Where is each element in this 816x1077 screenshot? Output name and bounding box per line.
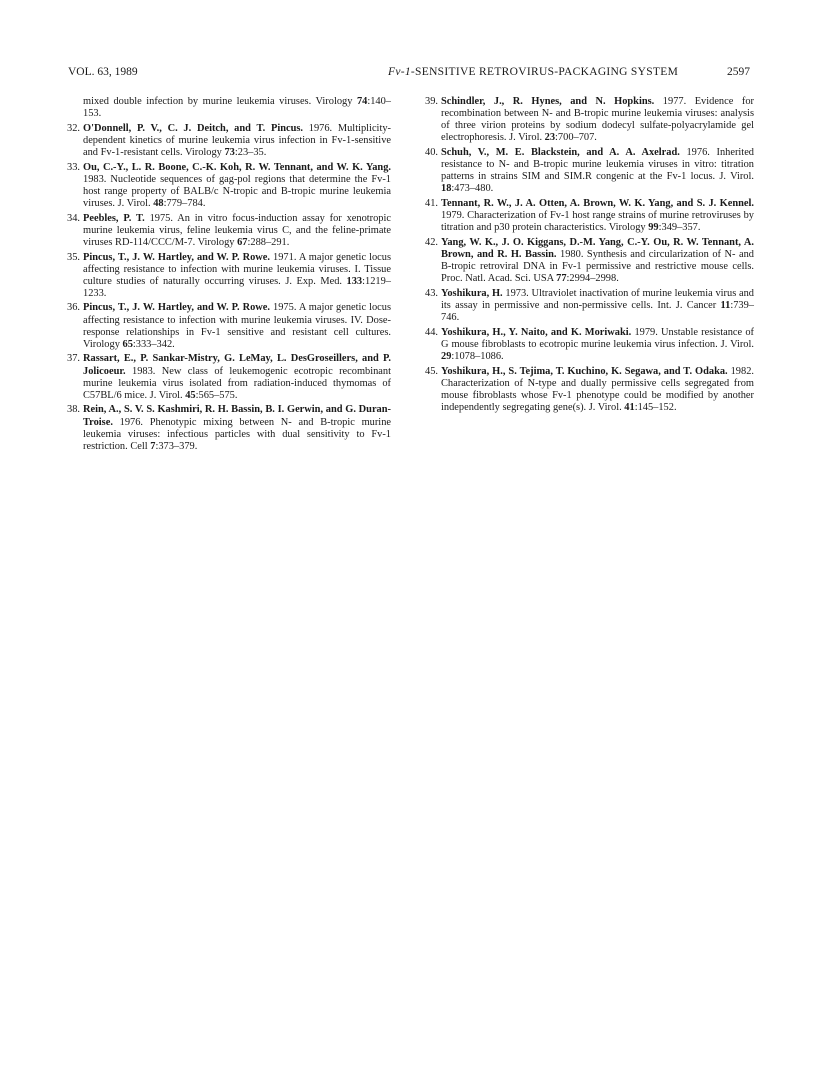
reference-entry xyxy=(68,302,391,350)
reference-number: 39. xyxy=(425,96,438,107)
reference-pages: :565–575. xyxy=(195,389,238,401)
reference-number: 45. xyxy=(425,365,438,377)
reference-entry xyxy=(68,213,391,249)
reference-entry xyxy=(68,252,391,300)
reference-authors: Ou, C.-Y., L. R. Boone, C.-K. Koh, R. W. Tennant, and W. K. Yang. xyxy=(83,161,391,173)
reference-text: 1973. Ultraviolet inactivation of murine leukemia virus and its assay in permissive and non-permissive cells. Int. J. Cancer xyxy=(441,287,754,311)
reference-text: mixed double infection by murine leukemia viruses. Virology xyxy=(83,96,357,107)
reference-text: 1979. Unstable resistance of G mouse fibroblasts to ecotropic murine leukemia virus infection. J. Virol. xyxy=(441,326,754,350)
reference-volume: 99 xyxy=(648,222,659,234)
reference-volume: 73 xyxy=(224,146,235,158)
reference-authors: Rein, A., S. V. S. Kashmiri, R. H. Bassin, B. I. Gerwin, and G. Duran-Troise. xyxy=(83,404,391,428)
reference-entry xyxy=(426,96,754,144)
volume-label: VOL. 63, 1989 xyxy=(68,66,138,78)
reference-authors: Schuh, V., M. E. Blackstein, and A. A. Axelrad. xyxy=(441,146,680,158)
reference-pages: :288–291. xyxy=(247,236,290,248)
reference-number: 41. xyxy=(425,197,438,209)
reference-authors: Yang, W. K., J. O. Kiggans, D.-M. Yang, C.-Y. Ou, R. W. Tennant, A. Brown, and R. H. Bassin. xyxy=(441,236,754,260)
reference-pages: :333–342. xyxy=(132,338,175,350)
reference-text: 1976. Phenotypic mixing between N- and B-tropic murine leukemia viruses: infectious particles with dual sensitivity to Fv-1 restriction. Cell xyxy=(83,416,391,452)
reference-entry xyxy=(68,123,391,159)
reference-pages: :473–480. xyxy=(451,183,494,195)
reference-entry xyxy=(426,288,754,324)
reference-volume: 65 xyxy=(122,338,133,350)
reference-volume: 45 xyxy=(185,389,196,401)
reference-pages: :779–784. xyxy=(163,197,206,209)
reference-authors: Tennant, R. W., J. A. Otten, A. Brown, W. K. Yang, and S. J. Kennel. xyxy=(441,197,754,209)
reference-text: 1976. Multiplicity-dependent kinetics of murine leukemia virus infection in Fv-1-sensitive and Fv-1-resistant cells. Virology xyxy=(83,122,391,158)
reference-volume: 48 xyxy=(153,197,164,209)
reference-pages: :1078–1086. xyxy=(451,350,504,362)
reference-entry xyxy=(68,96,391,120)
reference-entry xyxy=(68,162,391,210)
reference-entry xyxy=(68,404,391,452)
reference-authors: Yoshikura, H., S. Tejima, T. Kuchino, K. Segawa, and T. Odaka. xyxy=(441,365,728,377)
reference-number: 32. xyxy=(67,122,80,134)
running-title-prefix: Fv-1 xyxy=(388,66,411,78)
reference-number: 36. xyxy=(67,302,80,314)
references-left-column xyxy=(68,96,391,455)
reference-text: 1982. Characterization of N-type and dually permissive cells segregated from mouse fibroblasts whose Fv-1 phenotype could be modified by another independently segregating gene(s). J. Virol. xyxy=(441,365,754,413)
reference-authors: Yoshikura, H., Y. Naito, and K. Moriwaki. xyxy=(441,326,632,338)
reference-volume: 74 xyxy=(356,96,368,107)
reference-authors: O'Donnell, P. V., C. J. Deitch, and T. Pincus. xyxy=(83,122,304,134)
reference-pages: :1219–1233. xyxy=(83,275,391,299)
reference-volume: 29 xyxy=(441,350,452,362)
reference-authors: Rassart, E., P. Sankar-Mistry, G. LeMay, L. DesGroseillers, and P. Jolicoeur. xyxy=(83,353,391,377)
reference-entry xyxy=(426,237,754,285)
reference-number: 35. xyxy=(67,251,80,263)
reference-number: 34. xyxy=(67,212,80,224)
reference-text: 1979. Characterization of Fv-1 host range strains of murine retroviruses by titration and p30 protein characteristics. Virology xyxy=(441,210,754,234)
reference-number: 40. xyxy=(425,146,438,158)
reference-pages: :349–357. xyxy=(658,222,701,234)
reference-number: 42. xyxy=(425,236,438,248)
reference-number: 33. xyxy=(67,161,80,173)
reference-number: 44. xyxy=(425,326,438,338)
references-right-column xyxy=(426,96,754,417)
reference-entry xyxy=(68,353,391,401)
reference-text: 1971. A major genetic locus affecting resistance to infection with murine leukemia viruses. I. Tissue culture studies of naturally occurring viruses. J. Exp. Med. xyxy=(83,251,391,287)
reference-text: 1983. Nucleotide sequences of gag-pol regions that determine the Fv-1 host range property of BALB/c N-tropic and B-tropic murine leukemia viruses. J. Virol. xyxy=(83,173,391,209)
reference-pages: :373–379. xyxy=(155,440,198,452)
reference-entry xyxy=(426,327,754,363)
reference-pages: :700–707. xyxy=(555,132,597,144)
reference-text: 1980. Synthesis and circularization of N- and B-tropic retroviral DNA in Fv-1 permissive and restrictive mouse cells. Proc. Natl. Acad. Sci. USA xyxy=(441,248,754,285)
reference-volume: 7 xyxy=(150,440,156,452)
reference-authors: Yoshikura, H. xyxy=(441,287,503,299)
reference-text: 1977. Evidence for recombination between N- and B-tropic murine leukemia viruses: analysis of three virion proteins by sodium dodecyl sulfate-polyacrylamide gel electrophoresis. J. Virol. xyxy=(441,96,754,144)
running-title xyxy=(388,66,678,78)
reference-volume: 67 xyxy=(237,236,248,248)
reference-volume: 11 xyxy=(720,299,731,311)
reference-text: 1975. An in vitro focus-induction assay for xenotropic murine leukemia virus, feline leukemia virus C, and the feline-primate viruses RD-114/CCC/M-7. Virology xyxy=(83,212,392,248)
reference-volume: 77 xyxy=(556,273,567,285)
reference-volume: 23 xyxy=(544,132,556,144)
reference-number: 43. xyxy=(425,287,438,299)
running-title-rest: -SENSITIVE RETROVIRUS-PACKAGING SYSTEM xyxy=(410,66,679,78)
reference-authors: Pincus, T., J. W. Hartley, and W. P. Rowe. xyxy=(83,302,271,314)
reference-volume: 18 xyxy=(441,183,452,195)
running-header xyxy=(68,66,750,82)
reference-number: 38. xyxy=(67,404,80,416)
reference-number: 37. xyxy=(67,353,80,365)
reference-text: 1983. New class of leukemogenic ecotropic recombinant murine leukemia virus isolated from radiation-induced thymomas of C57BL/6 mice. J. Virol. xyxy=(83,365,391,401)
reference-pages: :2994–2998. xyxy=(566,273,619,285)
reference-pages: :23–35. xyxy=(234,146,267,158)
reference-volume: 133 xyxy=(346,275,363,287)
reference-text: 1976. Inherited resistance to N- and B-tropic murine leukemia viruses in vitro: titration patterns in strains SIM and SIM.R congenic at the Fv-1 locus. J. Virol. xyxy=(441,146,754,183)
reference-authors: Schindler, J., R. Hynes, and N. Hopkins. xyxy=(441,96,655,107)
reference-authors: Peebles, P. T. xyxy=(83,212,145,224)
reference-authors: Pincus, T., J. W. Hartley, and W. P. Rowe. xyxy=(83,251,271,263)
reference-volume: 41 xyxy=(624,401,635,413)
reference-pages: :739–746. xyxy=(441,299,754,323)
reference-entry xyxy=(426,147,754,195)
reference-entry xyxy=(426,198,754,234)
reference-entry xyxy=(426,366,754,414)
reference-pages: :145–152. xyxy=(634,401,677,413)
reference-pages: :140–153. xyxy=(83,96,391,120)
reference-text: 1975. A major genetic locus affecting resistance to infection with murine leukemia viruses. IV. Dose-response relationships in Fv-1 sensitive and resistant cell cultures. Virology xyxy=(83,302,391,350)
page-number: 2597 xyxy=(727,66,750,78)
